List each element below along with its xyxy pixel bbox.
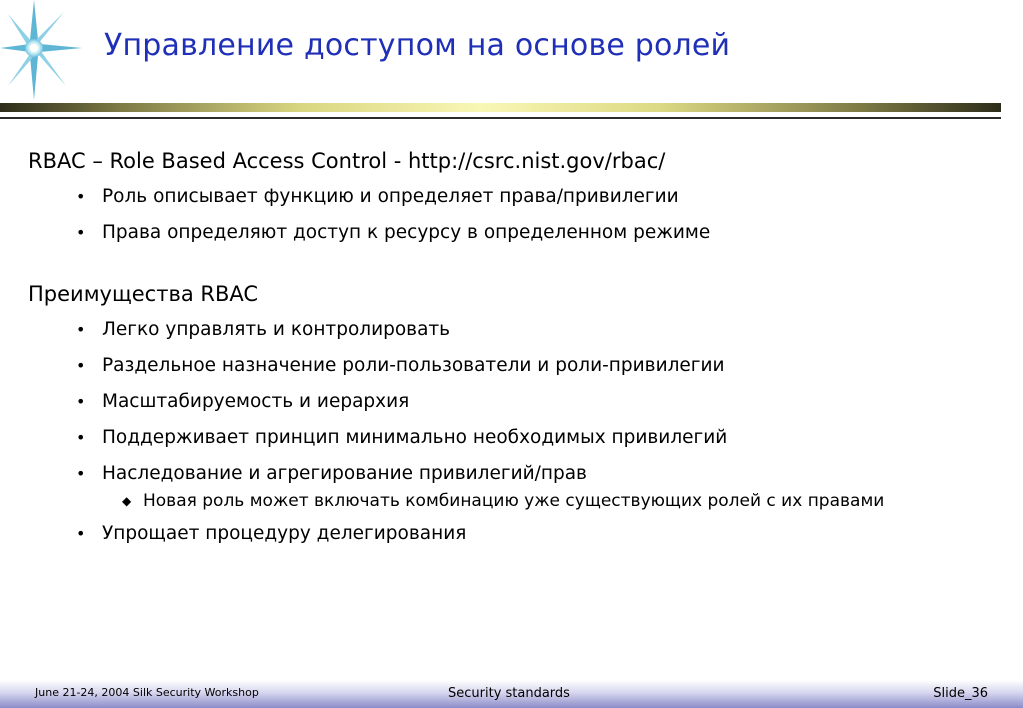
diamond-bullet-icon: ◆ [122,494,132,508]
bullet-dot-icon: • [76,223,86,242]
bullet-text: Права определяют доступ к ресурсу в определенном режиме [102,222,711,243]
section-heading: Преимущества RBAC [28,282,259,306]
bullet-list [28,312,998,492]
star-burst-icon [0,0,82,100]
sub-list-item [28,487,998,516]
bullet-text: Раздельное назначение роли-пользователи и роли-привилегии [102,355,725,376]
list-item [28,312,998,348]
title-divider-line [0,117,1001,119]
list-item [28,215,998,251]
bullet-dot-icon: • [76,392,86,411]
bullet-text: Легко управлять и контролировать [102,319,451,340]
list-item [28,179,998,215]
page-title: Управление доступом на основе ролей [104,28,731,63]
list-item [28,516,998,552]
bullet-dot-icon: • [76,320,86,339]
bullet-text: Поддерживает принцип минимально необходимых привилегий [102,427,728,448]
footer-topic: Security standards [448,686,570,701]
bullet-list-continued [28,516,998,552]
footer-event: June 21-24, 2004 Silk Security Workshop [35,686,259,699]
bullet-dot-icon: • [76,428,86,447]
bullet-text: Упрощает процедуру делегирования [102,523,467,544]
title-divider-bar [0,103,1001,112]
list-item [28,384,998,420]
bullet-dot-icon: • [76,187,86,206]
slide-footer [0,680,1023,708]
section-heading: RBAC – Role Based Access Control - http://csrc.nist.gov/rbac/ [28,149,666,173]
section-rbac-definition [28,146,998,251]
footer-slide-number: Slide_36 [933,686,988,701]
bullet-text: Масштабируемость и иерархия [102,391,410,412]
slide-content [28,146,998,580]
list-item [28,348,998,384]
bullet-dot-icon: • [76,464,86,483]
bullet-list [28,179,998,251]
bullet-text: Роль описывает функцию и определяет права/привилегии [102,186,679,207]
section-rbac-advantages [28,279,998,552]
list-item [28,420,998,456]
bullet-text: Наследование и агрегирование привилегий/прав [102,463,587,484]
sub-bullet-text: Новая роль может включать комбинацию уже существующих ролей с их правами [143,491,885,511]
sub-bullet-list [28,487,998,516]
bullet-dot-icon: • [76,524,86,543]
bullet-dot-icon: • [76,356,86,375]
